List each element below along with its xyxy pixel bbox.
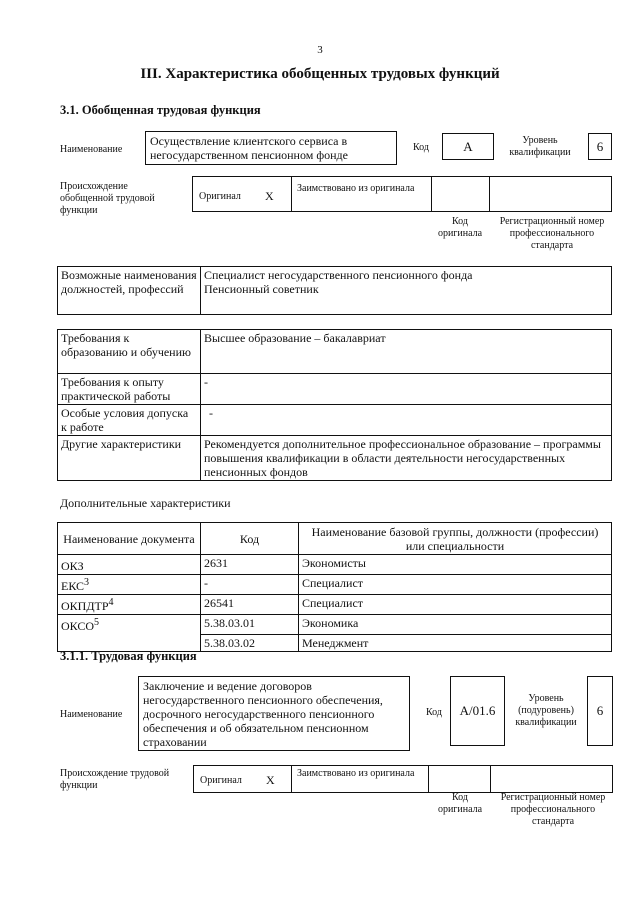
cell-code: 2631 (201, 555, 299, 575)
divider (490, 766, 491, 792)
tf-level-value: 6 (587, 676, 613, 746)
cell-doc (58, 555, 201, 575)
header-code: Код (201, 523, 299, 555)
gtf-code-label: Код (413, 142, 429, 153)
gtf-origin-table (192, 176, 612, 212)
gtf-original-label: Оригинал (199, 191, 241, 202)
cell-code: 5.38.03.02 (201, 634, 299, 651)
positions-value (201, 267, 612, 315)
cell-doc (58, 575, 201, 595)
gtf-code-value: A (442, 133, 494, 160)
req-value: - (201, 374, 612, 405)
divider (489, 177, 490, 211)
doc-name: ОКСО (61, 619, 95, 633)
section-title: III. Характеристика обобщенных трудовых функций (140, 66, 500, 82)
req-value: Рекомендуется дополнительное профессиональное образование – программы повышения квалификации в области деятельности негосударственных пенсионных фондов (201, 436, 612, 481)
doc-footnote: 5 (94, 617, 100, 628)
gtf-origin-label: Происхождение обобщенной трудовой функции (60, 181, 155, 216)
tf-reg-num-label: Регистрационный номер профессионального стандарта (500, 792, 606, 827)
table-row (58, 330, 612, 374)
divider (291, 766, 292, 792)
req-label: Требования к образованию и обучению (58, 330, 201, 374)
requirements-table (57, 329, 612, 481)
gtf-name-label: Наименование (60, 144, 123, 155)
cell-name: Экономисты (299, 555, 612, 575)
req-label: Другие характеристики (58, 436, 201, 481)
additional-heading: Дополнительные характеристики (60, 496, 231, 510)
cell-code: 26541 (201, 595, 299, 615)
table-row (58, 575, 612, 595)
divider (428, 766, 429, 792)
tf-heading: 3.1.1. Трудовая функция (60, 649, 197, 663)
cell-name: Специалист (299, 595, 612, 615)
cell-doc (58, 595, 201, 615)
position-line: Специалист негосударственного пенсионного фонда (204, 268, 473, 282)
tf-code-label: Код (426, 707, 442, 718)
table-row (58, 595, 612, 615)
gtf-borrowed-label: Заимствовано из оригинала (297, 183, 415, 194)
cell-name: Экономика (299, 615, 612, 635)
cell-code: - (201, 575, 299, 595)
doc-name: ОКЗ (61, 559, 84, 573)
header-name: Наименование базовой группы, должности (профессии) или специальности (299, 523, 612, 555)
cell-code: 5.38.03.01 (201, 615, 299, 635)
additional-table (57, 522, 612, 652)
doc-name: ЕКС (61, 579, 85, 593)
gtf-level-label: Уровень квалификации (509, 135, 571, 158)
table-row (58, 267, 612, 315)
divider (291, 177, 292, 211)
cell-name: Менеджмент (299, 634, 612, 651)
tf-original-label: Оригинал (200, 775, 242, 786)
doc-footnote: 4 (108, 597, 114, 608)
gtf-name-value: Осуществление клиентского сервиса в негосударственном пенсионном фонде (145, 131, 397, 165)
positions-table (57, 266, 612, 315)
req-label: Требования к опыту практической работы (58, 374, 201, 405)
page-number: 3 (317, 44, 323, 56)
tf-level-label: Уровень (подуровень) квалификации (515, 693, 577, 728)
table-row (58, 615, 612, 635)
tf-code-orig-label: Код оригинала (437, 792, 483, 815)
cell-name: Специалист (299, 575, 612, 595)
tf-name-value: Заключение и ведение договоров негосударственного пенсионного обеспечения, досрочного негосударственного пенсионного обеспечения и об обязательном пенсионном страховании (138, 676, 410, 751)
table-row (58, 555, 612, 575)
tf-origin-label: Происхождение трудовой функции (60, 768, 170, 791)
gtf-reg-num-label: Регистрационный номер профессионального стандарта (499, 216, 605, 251)
gtf-code-orig-label: Код оригинала (437, 216, 483, 239)
gtf-heading: 3.1. Обобщенная трудовая функция (60, 103, 261, 117)
header-doc: Наименование документа (58, 523, 201, 555)
gtf-original-mark: X (265, 189, 274, 203)
tf-code-value: A/01.6 (450, 676, 505, 746)
table-row (58, 405, 612, 436)
doc-name: ОКПДТР (61, 599, 109, 613)
req-label: Особые условия допуска к работе (58, 405, 201, 436)
cell-doc (58, 615, 201, 635)
gtf-level-value: 6 (588, 133, 612, 160)
position-line: Пенсионный советник (204, 282, 319, 296)
table-row (58, 374, 612, 405)
tf-origin-table (193, 765, 613, 793)
req-value: - (201, 405, 612, 436)
doc-footnote: 3 (84, 577, 90, 588)
req-value: Высшее образование – бакалавриат (201, 330, 612, 374)
positions-label: Возможные наименования должностей, профессий (58, 267, 201, 315)
table-header-row (58, 523, 612, 555)
divider (431, 177, 432, 211)
tf-original-mark: X (266, 773, 275, 787)
tf-borrowed-label: Заимствовано из оригинала (297, 768, 415, 779)
tf-name-label: Наименование (60, 709, 123, 720)
table-row (58, 436, 612, 481)
